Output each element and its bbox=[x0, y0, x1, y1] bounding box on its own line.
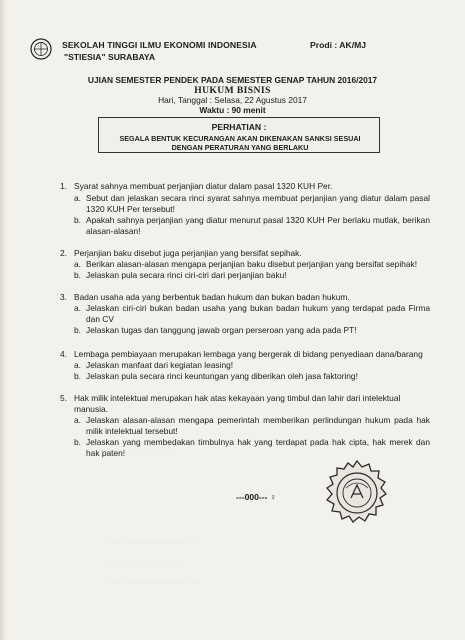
notice-box bbox=[98, 117, 380, 153]
sub-text: Sebut dan jelaskan secara rinci syarat sahnya membuat perjanjian yang diatur dalam pasal 1320 KUH Per tersebut! bbox=[86, 193, 430, 214]
question-text: Hak milik intelektual merupakan hak atas kekayaan yang timbul dan lahir dari intelektual manusia. bbox=[74, 393, 401, 414]
bleed-through-text: · · · · · · · · · · · · · · · · · · · · bbox=[110, 540, 194, 547]
sub-text: Jelaskan pula secara rinci ciri-ciri dari perjanjian baku! bbox=[86, 270, 287, 280]
sub-text: Jelaskan yang membedakan timbulnya hak yang terdapat pada hak cipta, hak merek dan hak paten! bbox=[86, 437, 430, 458]
bleed-through-text: · · · · · · · · · · · · · · · · · · · · · bbox=[110, 580, 198, 587]
notice-heading: PERHATIAN : bbox=[211, 122, 267, 132]
sub-text: Jelaskan ciri-ciri bukan badan usaha yang bukan badan hukum yang terdapat pada Firma dan CV bbox=[86, 303, 430, 324]
institution-seal-icon bbox=[322, 458, 392, 528]
bleed-through-text: · · · · · · · · · · · · · · · · · bbox=[110, 560, 181, 567]
sub-label: b. bbox=[74, 325, 81, 335]
sub-label: a. bbox=[74, 303, 81, 313]
question-number: 1. bbox=[60, 181, 67, 191]
sub-text: Jelaskan manfaat dari kegiatan leasing! bbox=[86, 360, 234, 370]
sub-text: Jelaskan tugas dan tanggung jawab organ perseroan yang ada pada PT! bbox=[86, 325, 357, 335]
exam-subject: HUKUM BISNIS bbox=[194, 85, 271, 96]
sub-label: b. bbox=[74, 215, 81, 225]
sub-label: b. bbox=[74, 270, 81, 280]
sub-label: a. bbox=[74, 193, 81, 203]
notice-body: SEGALA BENTUK KECURANGAN AKAN DIKENAKAN SANKSI SESUAI DENGAN PERATURAN YANG BERLAKU bbox=[119, 134, 361, 152]
exam-duration: Waktu : 90 menit bbox=[199, 105, 266, 115]
institution-city: "STIESIA" SURABAYA bbox=[64, 52, 156, 62]
institution-name: SEKOLAH TINGGI ILMU EKONOMI INDONESIA bbox=[62, 40, 257, 50]
sub-text: Apakah sahnya perjanjian yang diatur menurut pasal 1320 KUH Per berlaku mutlak, berikan alasan-alasan! bbox=[86, 215, 430, 236]
sub-label: b. bbox=[74, 371, 81, 381]
sub-label: b. bbox=[74, 437, 81, 447]
question-text: Badan usaha ada yang berbentuk badan hukum dan bukan badan hukum. bbox=[74, 292, 350, 302]
question-number: 2. bbox=[60, 248, 67, 258]
sub-label: a. bbox=[74, 259, 81, 269]
study-program: Prodi : AK/MJ bbox=[310, 40, 367, 50]
institution-logo-icon bbox=[30, 38, 52, 60]
sub-label: a. bbox=[74, 360, 81, 370]
question-number: 3. bbox=[60, 292, 67, 302]
question-number: 4. bbox=[60, 349, 67, 359]
bleed-through-text: · · · · · · · · · · · · · · · bbox=[110, 448, 173, 455]
question-text: Lembaga pembiayaan merupakan lembaga yang bergerak di bidang penyediaan dana/barang bbox=[74, 349, 423, 359]
end-of-exam-mark: ---000--- ♀ bbox=[236, 492, 277, 502]
question-text: Perjanjian baku disebut juga perjanjian yang bersifat sepihak. bbox=[74, 248, 302, 258]
sub-label: a. bbox=[74, 415, 81, 425]
question-text: Syarat sahnya membuat perjanjian diatur dalam pasal 1320 KUH Per. bbox=[74, 181, 333, 191]
sub-text: Jelaskan pula secara rinci keuntungan yang diberikan oleh jasa faktoring! bbox=[86, 371, 358, 381]
exam-date: Hari, Tanggal : Selasa, 22 Agustus 2017 bbox=[158, 95, 307, 105]
sub-text: Jelaskan alasan-alasan mengapa pemerintah memberikan perlindungan hukum pada hak milik intelektual tersebut! bbox=[86, 415, 430, 436]
question-number: 5. bbox=[60, 393, 67, 403]
exam-title: UJIAN SEMESTER PENDEK PADA SEMESTER GENAP TAHUN 2016/2017 bbox=[87, 75, 378, 85]
sub-text: Berikan alasan-alasan mengapa perjanjian baku disebut perjanjian yang bersifat sepihak! bbox=[86, 259, 418, 269]
